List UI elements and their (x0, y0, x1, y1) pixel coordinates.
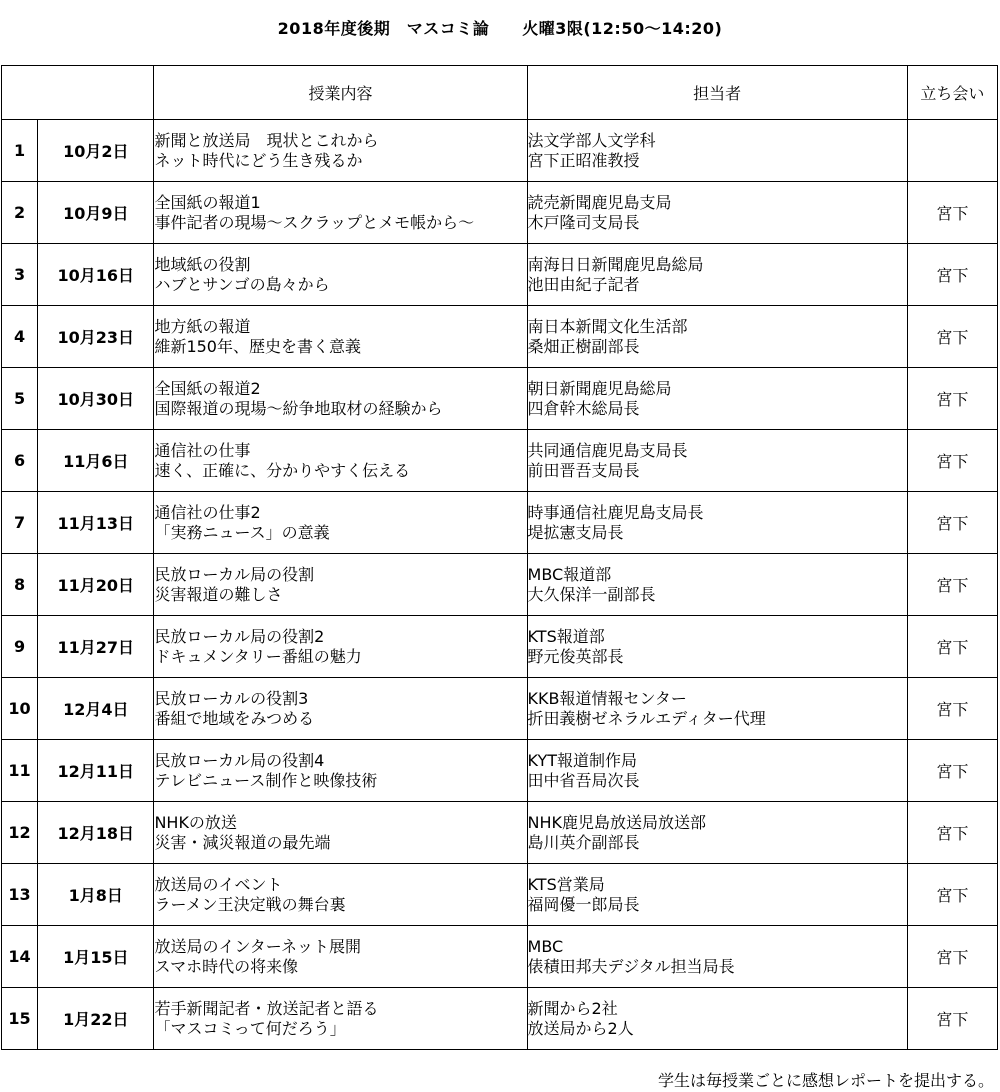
row-attendance (907, 120, 997, 182)
row-attendance: 宮下 (907, 554, 997, 616)
row-lecturer (527, 988, 907, 1050)
row-content (154, 182, 527, 244)
content-line: ラーメン王決定戦の舞台裏 (154, 894, 346, 914)
row-number: 5 (2, 368, 38, 430)
row-date: 10月9日 (38, 182, 154, 244)
table-row (2, 616, 998, 678)
table-row (2, 120, 998, 182)
content-line: 地域紙の役割 (154, 254, 251, 274)
row-content (154, 492, 527, 554)
row-date: 12月4日 (38, 678, 154, 740)
header-content: 授業内容 (154, 66, 527, 120)
schedule-table (1, 65, 998, 1050)
row-lecturer (527, 926, 907, 988)
content-line: 通信社の仕事 (154, 440, 251, 460)
lecturer-line: 島川英介副部長 (527, 832, 640, 852)
row-attendance: 宮下 (907, 244, 997, 306)
row-date: 11月6日 (38, 430, 154, 492)
row-content (154, 120, 527, 182)
table-row (2, 244, 998, 306)
content-line: 放送局のイベント (154, 874, 283, 894)
lecturer-line: 前田晋吾支局長 (527, 460, 640, 480)
row-lecturer (527, 616, 907, 678)
row-number: 1 (2, 120, 38, 182)
table-row (2, 740, 998, 802)
table-row (2, 678, 998, 740)
row-lecturer (527, 368, 907, 430)
row-number: 15 (2, 988, 38, 1050)
row-content (154, 988, 527, 1050)
header-lecturer: 担当者 (527, 66, 907, 120)
lecturer-line: MBC報道部 (527, 564, 612, 584)
content-line: 事件記者の現場～スクラップとメモ帳から～ (154, 212, 475, 232)
row-date: 1月8日 (38, 864, 154, 926)
table-row (2, 492, 998, 554)
content-line: 国際報道の現場～紛争地取材の経験から (154, 398, 443, 418)
content-line: 地方紙の報道 (154, 316, 251, 336)
row-lecturer (527, 120, 907, 182)
table-row (2, 864, 998, 926)
table-row (2, 182, 998, 244)
row-number: 4 (2, 306, 38, 368)
row-lecturer (527, 740, 907, 802)
lecturer-line: 宮下正昭准教授 (527, 150, 640, 170)
row-attendance: 宮下 (907, 492, 997, 554)
content-line: テレビニュース制作と映像技術 (154, 770, 378, 790)
lecturer-line: 時事通信社鹿児島支局長 (527, 502, 704, 522)
row-date: 11月13日 (38, 492, 154, 554)
row-content (154, 554, 527, 616)
lecturer-line: 折田義樹ゼネラルエディター代理 (527, 708, 766, 728)
header-row (2, 66, 998, 120)
lecturer-line: KKB報道情報センター (527, 688, 687, 708)
lecturer-line: 放送局から2人 (527, 1018, 634, 1038)
row-lecturer (527, 492, 907, 554)
row-attendance: 宮下 (907, 306, 997, 368)
table-row (2, 430, 998, 492)
row-content (154, 864, 527, 926)
lecturer-line: 新聞から2社 (527, 998, 618, 1018)
row-date: 10月30日 (38, 368, 154, 430)
row-date: 1月22日 (38, 988, 154, 1050)
lecturer-line: 朝日新聞鹿児島総局 (527, 378, 672, 398)
lecturer-line: 福岡優一郎局長 (527, 894, 640, 914)
content-line: 「マスコミって何だろう」 (154, 1018, 346, 1038)
row-lecturer (527, 864, 907, 926)
row-number: 9 (2, 616, 38, 678)
row-lecturer (527, 306, 907, 368)
table-row (2, 926, 998, 988)
row-number: 14 (2, 926, 38, 988)
content-line: NHKの放送 (154, 812, 237, 832)
row-attendance: 宮下 (907, 802, 997, 864)
content-line: 民放ローカル局の役割4 (154, 750, 325, 770)
content-line: 通信社の仕事2 (154, 502, 261, 522)
content-line: 新聞と放送局 現状とこれから (154, 130, 379, 150)
row-content (154, 306, 527, 368)
lecturer-line: 池田由紀子記者 (527, 274, 640, 294)
table-row (2, 802, 998, 864)
content-line: 民放ローカル局の役割2 (154, 626, 325, 646)
row-attendance: 宮下 (907, 616, 997, 678)
table-row (2, 554, 998, 616)
row-date: 12月18日 (38, 802, 154, 864)
content-line: 民放ローカルの役割3 (154, 688, 309, 708)
lecturer-line: 共同通信鹿児島支局長 (527, 440, 688, 460)
row-number: 2 (2, 182, 38, 244)
content-line: スマホ時代の将来像 (154, 956, 299, 976)
row-attendance: 宮下 (907, 678, 997, 740)
row-date: 12月11日 (38, 740, 154, 802)
lecturer-line: NHK鹿児島放送局放送部 (527, 812, 707, 832)
row-number: 7 (2, 492, 38, 554)
header-attendance: 立ち会い (907, 66, 997, 120)
row-lecturer (527, 554, 907, 616)
table-row (2, 306, 998, 368)
lecturer-line: 俵積田邦夫デジタル担当局長 (527, 956, 735, 976)
header-blank (2, 66, 154, 120)
row-attendance: 宮下 (907, 430, 997, 492)
lecturer-line: KTS営業局 (527, 874, 605, 894)
lecturer-line: KTS報道部 (527, 626, 605, 646)
row-content (154, 244, 527, 306)
content-line: ドキュメンタリー番組の魅力 (154, 646, 362, 666)
row-number: 10 (2, 678, 38, 740)
lecturer-line: MBC (527, 936, 564, 956)
lecturer-line: 桑畑正樹副部長 (527, 336, 640, 356)
row-lecturer (527, 678, 907, 740)
lecturer-line: 田中省吾局次長 (527, 770, 640, 790)
row-date: 10月2日 (38, 120, 154, 182)
row-number: 8 (2, 554, 38, 616)
row-date: 10月23日 (38, 306, 154, 368)
row-number: 3 (2, 244, 38, 306)
lecturer-line: 四倉幹木総局長 (527, 398, 640, 418)
content-line: 全国紙の報道2 (154, 378, 261, 398)
page-title: 2018年度後期 マスコミ論 火曜3限(12:50～14:20) (277, 19, 723, 38)
lecturer-line: 南日本新聞文化生活部 (527, 316, 688, 336)
content-line: 放送局のインターネット展開 (154, 936, 361, 956)
content-line: 全国紙の報道1 (154, 192, 261, 212)
content-line: 民放ローカル局の役割 (154, 564, 315, 584)
content-line: ハブとサンゴの島々から (154, 274, 330, 294)
row-lecturer (527, 182, 907, 244)
table-row (2, 988, 998, 1050)
footnote: 学生は毎授業ごとに感想レポートを提出する。 (657, 1071, 994, 1090)
lecturer-line: 野元俊英部長 (527, 646, 624, 666)
row-content (154, 740, 527, 802)
lecturer-line: 大久保洋一副部長 (527, 584, 656, 604)
row-attendance: 宮下 (907, 926, 997, 988)
row-number: 13 (2, 864, 38, 926)
row-attendance: 宮下 (907, 988, 997, 1050)
row-content (154, 926, 527, 988)
row-number: 12 (2, 802, 38, 864)
lecturer-line: KYT報道制作局 (527, 750, 638, 770)
content-line: 「実務ニュース」の意義 (154, 522, 330, 542)
row-date: 1月15日 (38, 926, 154, 988)
row-attendance: 宮下 (907, 864, 997, 926)
row-content (154, 678, 527, 740)
row-number: 11 (2, 740, 38, 802)
content-line: 災害報道の難しさ (154, 584, 283, 604)
row-date: 10月16日 (38, 244, 154, 306)
row-content (154, 430, 527, 492)
content-line: 災害・減災報道の最先端 (154, 832, 331, 852)
row-date: 11月20日 (38, 554, 154, 616)
row-content (154, 368, 527, 430)
lecturer-line: 木戸隆司支局長 (527, 212, 640, 232)
row-content (154, 616, 527, 678)
row-attendance: 宮下 (907, 740, 997, 802)
content-line: 維新150年、歴史を書く意義 (154, 336, 361, 356)
row-number: 6 (2, 430, 38, 492)
content-line: 番組で地域をみつめる (154, 708, 315, 728)
row-content (154, 802, 527, 864)
row-date: 11月27日 (38, 616, 154, 678)
lecturer-line: 堤拡憲支局長 (527, 522, 624, 542)
row-attendance: 宮下 (907, 368, 997, 430)
lecturer-line: 法文学部人文学科 (527, 130, 656, 150)
content-line: 若手新聞記者・放送記者と語る (154, 998, 379, 1018)
row-lecturer (527, 430, 907, 492)
row-attendance: 宮下 (907, 182, 997, 244)
content-line: 速く、正確に、分かりやすく伝える (154, 460, 411, 480)
content-line: ネット時代にどう生き残るか (154, 150, 363, 170)
lecturer-line: 南海日日新聞鹿児島総局 (527, 254, 704, 274)
table-row (2, 368, 998, 430)
lecturer-line: 読売新聞鹿児島支局 (527, 192, 672, 212)
row-lecturer (527, 802, 907, 864)
row-lecturer (527, 244, 907, 306)
